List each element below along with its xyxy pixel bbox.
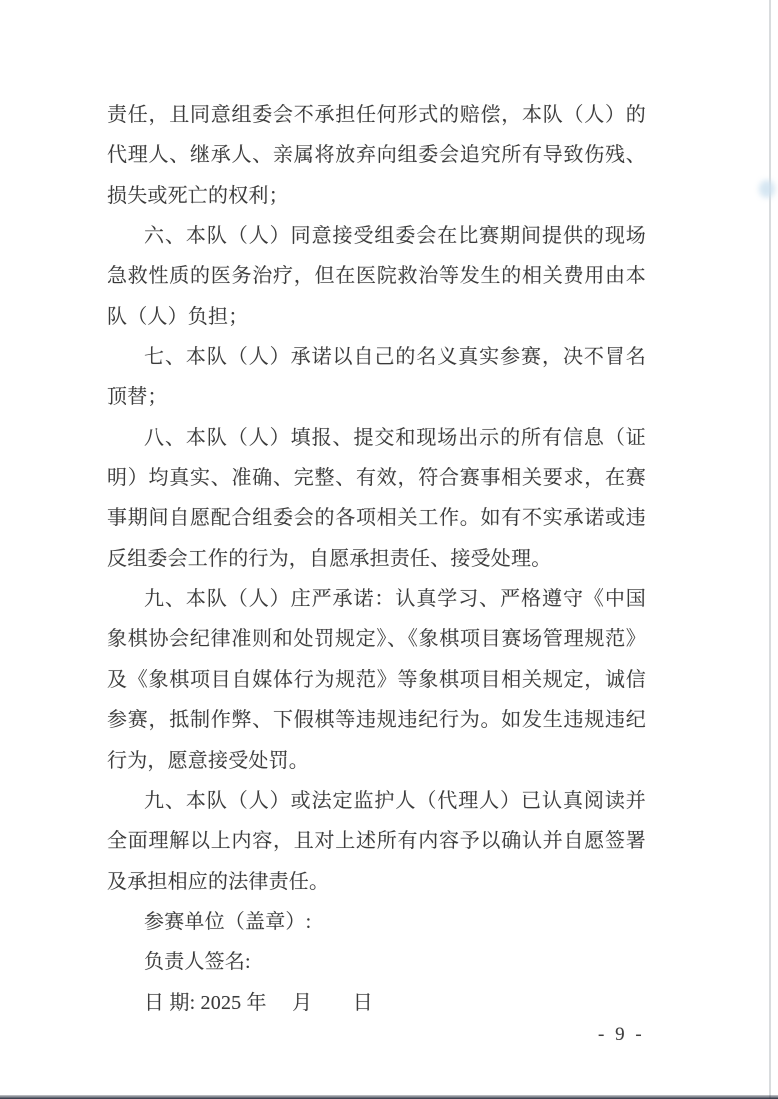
text-line: 顶替； <box>107 386 168 409</box>
text-line: 象棋协会纪律准则和处罚规定》、《象棋项目赛场管理规范》 <box>107 628 646 651</box>
text-line: 及《象棋项目自媒体行为规范》等象棋项目相关规定，诚信 <box>107 668 646 691</box>
text-line: 队（人）负担； <box>107 305 249 328</box>
text-line: 六、本队（人）同意接受组委会在比赛期间提供的现场 <box>144 225 646 248</box>
scan-line-artifact <box>769 0 771 1099</box>
page-number: - 9 - <box>598 1024 645 1045</box>
text-line: 全面理解以上内容，且对上述所有内容予以确认并自愿签署 <box>107 830 646 853</box>
text-line: 代理人、继承人、亲属将放弃向组委会追究所有导致伤残、 <box>107 144 646 167</box>
bottom-edge-artifact <box>0 1095 778 1099</box>
text-line: 参赛单位（盖章）: <box>144 910 312 933</box>
text-line: 责任，且同意组委会不承担任何形式的赔偿，本队（人）的 <box>107 104 646 126</box>
text-line: 明）均真实、准确、完整、有效，符合赛事相关要求，在赛 <box>107 467 646 490</box>
scan-smudge-artifact <box>759 180 775 198</box>
document-body <box>107 95 646 1023</box>
text-line: 急救性质的医务治疗，但在医院救治等发生的相关费用由本 <box>107 265 646 288</box>
text-line: 参赛，抵制作弊、下假棋等违规违纪行为。如发生违规违纪 <box>107 709 646 732</box>
text-line: 反组委会工作的行为，自愿承担责任、接受处理。 <box>107 547 552 570</box>
text-line: 损失或死亡的权利； <box>107 184 289 207</box>
text-line: 事期间自愿配合组委会的各项相关工作。如有不实承诺或违 <box>107 507 646 530</box>
text-line: 行为，愿意接受处罚。 <box>107 749 309 772</box>
text-line: 负责人签名: <box>144 951 251 974</box>
text-line: 及承担相应的法律责任。 <box>107 870 330 893</box>
text-line: 七、本队（人）承诺以自己的名义真实参赛，决不冒名 <box>144 346 646 369</box>
text-line: 日 期: 2025 年 月 日 <box>144 991 373 1014</box>
text-line: 九、本队（人）庄严承诺：认真学习、严格遵守《中国 <box>144 588 646 611</box>
text-line: 九、本队（人）或法定监护人（代理人）已认真阅读并 <box>144 789 646 812</box>
text-line: 八、本队（人）填报、提交和现场出示的所有信息（证 <box>144 426 646 449</box>
